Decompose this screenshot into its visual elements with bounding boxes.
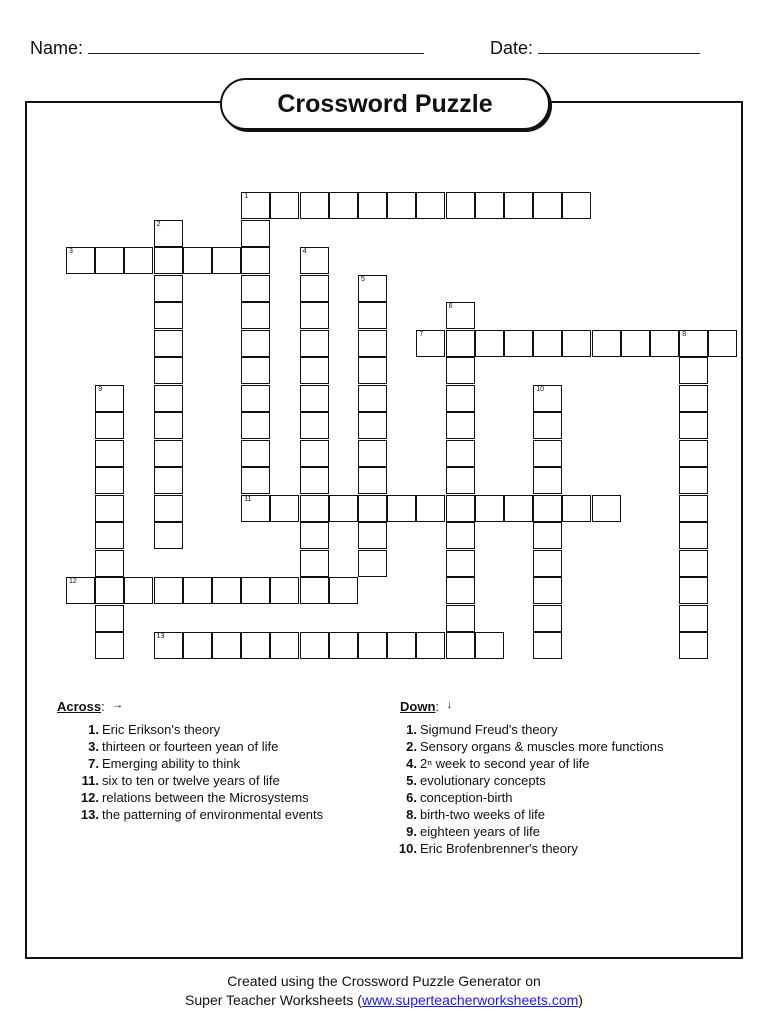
down-clue <box>398 840 664 857</box>
grid-cell[interactable] <box>679 440 708 467</box>
grid-cell[interactable] <box>387 192 416 219</box>
grid-cell[interactable] <box>300 192 329 219</box>
grid-cell[interactable] <box>329 577 358 604</box>
grid-cell[interactable] <box>592 495 621 522</box>
grid-cell[interactable] <box>300 440 329 467</box>
down-clue-text: eighteen years of life <box>420 824 540 839</box>
down-clue <box>406 721 664 738</box>
grid-cell[interactable] <box>154 302 183 329</box>
footer-link[interactable]: www.superteacherworksheets.com <box>361 992 579 1008</box>
clue-number-label: 11 <box>244 495 252 503</box>
grid-cell[interactable] <box>679 385 708 412</box>
grid-cell[interactable] <box>592 330 621 357</box>
grid-cell[interactable] <box>358 550 387 577</box>
across-clue-number: 7. <box>88 756 99 771</box>
down-clue-text: 2ⁿ week to second year of life <box>420 756 590 771</box>
grid-cell[interactable] <box>300 550 329 577</box>
across-list <box>80 721 324 823</box>
clue-number-label: 1 <box>244 193 249 200</box>
grid-cell[interactable] <box>358 495 387 522</box>
grid-cell[interactable] <box>95 247 124 274</box>
grid-cell[interactable] <box>154 412 183 439</box>
grid-cell[interactable] <box>446 412 475 439</box>
footer-line-2 <box>0 991 768 1010</box>
footer-prefix: Super Teacher Worksheets ( <box>185 992 362 1008</box>
grid-cell[interactable] <box>241 632 270 659</box>
grid-cell[interactable] <box>300 275 329 302</box>
across-clue <box>88 721 323 738</box>
grid-cell[interactable] <box>358 330 387 357</box>
down-list <box>398 721 664 857</box>
across-clue-text: six to ten or twelve years of life <box>102 773 280 788</box>
grid-cell[interactable] <box>679 357 708 384</box>
grid-cell[interactable] <box>95 385 124 412</box>
grid-cell[interactable] <box>154 220 183 247</box>
grid-cell[interactable] <box>708 330 737 357</box>
grid-cell[interactable] <box>533 632 562 659</box>
grid-cell[interactable] <box>95 605 124 632</box>
clue-number-label: 5 <box>361 275 365 283</box>
name-label: Name: <box>30 38 84 58</box>
grid-cell[interactable] <box>358 357 387 384</box>
down-clue-text: conception-birth <box>420 790 513 805</box>
grid-cell[interactable] <box>95 495 124 522</box>
grid-cell[interactable] <box>95 550 124 577</box>
clue-number-label: 7 <box>419 330 424 338</box>
footer-suffix: ) <box>578 992 583 1008</box>
across-clue <box>81 772 323 789</box>
grid-cell[interactable] <box>300 330 329 357</box>
grid-cell[interactable] <box>270 632 299 659</box>
grid-cell[interactable] <box>241 192 270 219</box>
clue-number-label: 3 <box>69 248 73 255</box>
grid-cell[interactable] <box>533 550 562 577</box>
grid-cell[interactable] <box>154 577 183 604</box>
grid-cell[interactable] <box>154 440 183 467</box>
right-arrow-icon: → <box>112 699 124 711</box>
grid-cell[interactable] <box>212 632 241 659</box>
grid-cell[interactable] <box>387 632 416 659</box>
grid-cell[interactable] <box>533 495 562 522</box>
grid-cell[interactable] <box>270 577 299 604</box>
down-clue-text: birth-two weeks of life <box>420 807 545 822</box>
across-clue <box>88 738 323 755</box>
across-clues: Across: → 1. Eric Erikson's theory 3. thirteen or fourteen yean of life 7. Emerging ability to think 11. six to ten or twelve years of life 12. relations between the Microsystems 13. the patterning of environmental events <box>57 699 324 822</box>
down-heading: Down <box>400 699 436 714</box>
down-clue <box>406 823 664 840</box>
grid-cell[interactable] <box>66 577 95 604</box>
grid-cell[interactable] <box>183 247 212 274</box>
clue-number-label: 4 <box>302 248 307 255</box>
across-clue-text: Eric Erikson's theory <box>102 722 221 737</box>
footer <box>0 972 768 1010</box>
grid-cell[interactable] <box>300 247 329 274</box>
across-clue-text: thirteen or fourteen yean of life <box>102 739 279 754</box>
grid-cell[interactable] <box>329 495 358 522</box>
grid-cell[interactable] <box>329 192 358 219</box>
down-clue-number: 2. <box>406 739 417 754</box>
grid-cell[interactable] <box>533 412 562 439</box>
grid-cell[interactable] <box>533 385 562 412</box>
grid-cell[interactable] <box>679 412 708 439</box>
grid-cell[interactable] <box>446 192 475 219</box>
grid-cell[interactable] <box>124 247 153 274</box>
grid-cell[interactable] <box>358 412 387 439</box>
grid-cell[interactable] <box>241 357 270 384</box>
clue-number-label: 9 <box>98 385 103 393</box>
grid-cell[interactable] <box>95 412 124 439</box>
grid-cell[interactable] <box>621 330 650 357</box>
down-clue-number: 10. <box>398 841 417 856</box>
grid-cell[interactable] <box>241 412 270 439</box>
grid-cell[interactable] <box>154 357 183 384</box>
grid-cell[interactable] <box>358 522 387 549</box>
grid-cell[interactable] <box>300 467 329 494</box>
grid-cell[interactable] <box>446 522 475 549</box>
across-clue-text: Emerging ability to think <box>102 756 241 771</box>
grid-cell[interactable] <box>446 385 475 412</box>
across-clue <box>88 755 323 772</box>
clue-number-label: 12 <box>69 578 77 585</box>
across-clue-text: relations between the Microsystems <box>102 790 309 805</box>
down-clue-text: evolutionary concepts <box>420 773 546 788</box>
grid-cell[interactable] <box>475 632 504 659</box>
across-clue-number: 3. <box>88 739 99 754</box>
grid-cell[interactable] <box>183 577 212 604</box>
grid-cell[interactable] <box>679 522 708 549</box>
grid-cell[interactable] <box>562 495 591 522</box>
down-clue <box>406 772 664 789</box>
grid-cell[interactable] <box>358 192 387 219</box>
grid-cell[interactable] <box>154 467 183 494</box>
down-clue <box>406 806 664 823</box>
grid-cell[interactable] <box>358 302 387 329</box>
grid-cell[interactable] <box>300 385 329 412</box>
across-clue-number: 13. <box>80 807 99 822</box>
grid-cell[interactable] <box>679 577 708 604</box>
grid-cell[interactable] <box>95 632 124 659</box>
across-clue <box>80 789 323 806</box>
grid-cell[interactable] <box>154 275 183 302</box>
grid-cell[interactable] <box>300 522 329 549</box>
grid-cell[interactable] <box>300 577 329 604</box>
clue-number-label: 6 <box>448 303 453 310</box>
grid-cell[interactable] <box>533 330 562 357</box>
grid-cell[interactable] <box>475 330 504 357</box>
grid-cell[interactable] <box>446 467 475 494</box>
grid-cell[interactable] <box>358 440 387 467</box>
down-clue <box>406 738 664 755</box>
grid-cell[interactable] <box>679 467 708 494</box>
down-clue-number: 5. <box>406 773 417 788</box>
grid-cell[interactable] <box>475 495 504 522</box>
grid-cell[interactable] <box>679 330 708 357</box>
grid-cell[interactable] <box>270 192 299 219</box>
grid-cell[interactable] <box>241 467 270 494</box>
grid-cell[interactable] <box>241 385 270 412</box>
grid-cell[interactable] <box>446 605 475 632</box>
grid-cell[interactable] <box>533 440 562 467</box>
down-clue <box>406 789 664 806</box>
down-clue-text: Eric Brofenbrenner's theory <box>420 841 578 856</box>
grid-cell[interactable] <box>446 577 475 604</box>
down-clue-number: 1. <box>406 722 417 737</box>
grid-cell[interactable] <box>446 302 475 329</box>
grid-cell[interactable] <box>154 522 183 549</box>
grid-cell[interactable] <box>154 632 183 659</box>
grid-cell[interactable] <box>679 632 708 659</box>
grid-cell[interactable] <box>562 330 591 357</box>
grid-cell[interactable] <box>679 495 708 522</box>
across-heading: Across <box>57 699 102 714</box>
across-clue-number: 1. <box>88 722 99 737</box>
grid-cell[interactable] <box>446 632 475 659</box>
grid-cell[interactable] <box>241 275 270 302</box>
grid-cell[interactable] <box>300 302 329 329</box>
down-arrow-icon: ↓ <box>446 699 453 711</box>
footer-line-1: Created using the Crossword Puzzle Generator on <box>227 973 541 989</box>
grid-cell[interactable] <box>416 192 445 219</box>
grid-cell[interactable] <box>300 495 329 522</box>
grid-cell[interactable] <box>679 550 708 577</box>
grid-cell[interactable] <box>358 385 387 412</box>
grid-cell[interactable] <box>416 632 445 659</box>
grid-cell[interactable] <box>270 495 299 522</box>
grid-cell[interactable] <box>416 495 445 522</box>
grid-cell[interactable] <box>475 192 504 219</box>
down-clue-number: 6. <box>406 790 417 805</box>
grid-cell[interactable] <box>154 247 183 274</box>
grid-cell[interactable] <box>446 330 475 357</box>
page-title: Crossword Puzzle <box>277 89 493 118</box>
grid-cell[interactable] <box>679 605 708 632</box>
grid-cell[interactable] <box>300 357 329 384</box>
grid-cell[interactable] <box>446 357 475 384</box>
grid-cell[interactable] <box>533 605 562 632</box>
clue-number-label: 10 <box>536 385 544 393</box>
grid-cell[interactable] <box>154 385 183 412</box>
grid-cell[interactable] <box>387 495 416 522</box>
date-label: Date: <box>490 38 534 58</box>
clue-number-label: 2 <box>156 220 161 228</box>
grid-cell[interactable] <box>241 220 270 247</box>
down-clue-text: Sigmund Freud's theory <box>420 722 558 737</box>
grid-cell[interactable] <box>154 330 183 357</box>
grid-cell[interactable] <box>95 467 124 494</box>
grid-cell[interactable] <box>124 577 153 604</box>
down-clue-number: 9. <box>406 824 417 839</box>
grid-cell[interactable] <box>241 440 270 467</box>
grid-cell[interactable] <box>66 247 95 274</box>
grid-cell[interactable] <box>183 632 212 659</box>
grid-cell[interactable] <box>504 495 533 522</box>
across-clue-text: the patterning of environmental events <box>102 807 324 822</box>
across-clue <box>80 806 324 823</box>
grid-cell[interactable] <box>154 495 183 522</box>
grid-cell[interactable] <box>300 412 329 439</box>
grid-cell[interactable] <box>95 577 124 604</box>
down-clues: Down: ↓ 1. Sigmund Freud's theory 2. Sensory organs & muscles more functions 4. 2ⁿ week to second year of life 5. evolutionary concepts 6. conception-birth 8. birth-two weeks of life 9. eighteen years of life 10. Eric Brofenbrenner's theory <box>398 699 664 856</box>
grid-cell[interactable] <box>95 440 124 467</box>
grid-cell[interactable] <box>241 577 270 604</box>
grid-cell[interactable] <box>562 192 591 219</box>
down-clue-number: 8. <box>406 807 417 822</box>
clue-number-label: 8 <box>682 330 687 338</box>
down-clue-number: 4. <box>406 756 417 771</box>
grid-cell[interactable] <box>416 330 445 357</box>
grid-cell[interactable] <box>504 192 533 219</box>
grid-cell[interactable] <box>241 247 270 274</box>
down-clue <box>406 755 664 772</box>
grid-cell[interactable] <box>446 495 475 522</box>
grid-cell[interactable] <box>533 192 562 219</box>
grid-cell[interactable] <box>241 330 270 357</box>
grid-cell[interactable] <box>212 247 241 274</box>
grid-cell[interactable] <box>446 440 475 467</box>
down-clue-text: Sensory organs & muscles more functions <box>420 739 664 754</box>
grid-cell[interactable] <box>358 467 387 494</box>
grid-cell[interactable] <box>241 302 270 329</box>
grid-cell[interactable] <box>241 495 270 522</box>
grid-cell[interactable] <box>533 522 562 549</box>
grid-cell[interactable] <box>212 577 241 604</box>
grid-cell[interactable] <box>329 632 358 659</box>
grid-cell[interactable] <box>533 467 562 494</box>
grid-cell[interactable] <box>650 330 679 357</box>
grid-cell[interactable] <box>358 275 387 302</box>
grid-cell[interactable] <box>504 330 533 357</box>
grid-cell[interactable] <box>358 632 387 659</box>
grid-cell[interactable] <box>446 550 475 577</box>
clue-number-label: 13 <box>156 633 165 640</box>
grid-cell[interactable] <box>533 577 562 604</box>
across-clue-number: 12. <box>80 790 99 805</box>
across-clue-number: 11. <box>81 773 99 788</box>
grid-cell[interactable] <box>300 632 329 659</box>
grid-cell[interactable] <box>95 522 124 549</box>
